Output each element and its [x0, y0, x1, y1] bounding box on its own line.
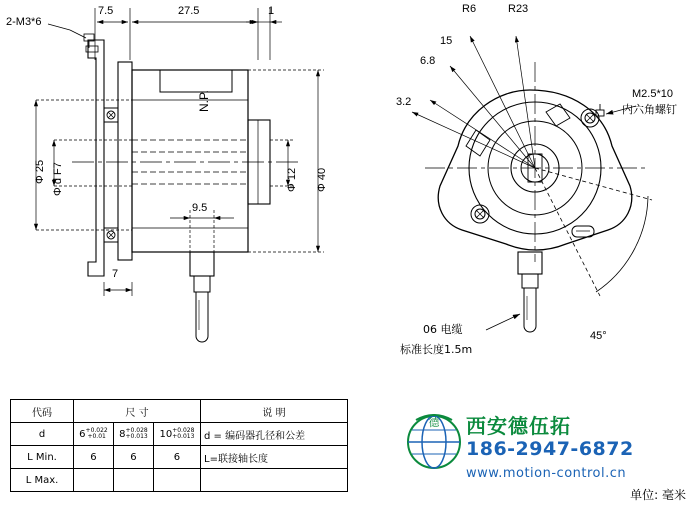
- dim-7-5: 7.5: [98, 5, 114, 17]
- dim-7: 7: [112, 268, 119, 280]
- dim-r6: R6: [462, 3, 477, 15]
- cell-d-size-2: [113, 423, 153, 446]
- dim-phi12: Φ 12: [286, 167, 298, 192]
- size-plus: +0.028: [172, 427, 195, 434]
- cell-d-note: d = 编码器孔径和公差: [201, 423, 348, 446]
- table-row: [11, 446, 348, 469]
- header-note: 说 明: [201, 400, 348, 423]
- size-minus: +0.013: [172, 433, 195, 440]
- dim-6-8: 6.8: [420, 55, 436, 67]
- company-phone: 186-2947-6872: [466, 438, 634, 460]
- size-base: 10: [159, 429, 173, 440]
- cell-lmax-1: [74, 469, 114, 492]
- nameplate-label: N.P.: [197, 90, 211, 112]
- cell-d-size-3: [153, 423, 200, 446]
- unit-note: 单位: 毫米: [630, 488, 686, 502]
- logo-char: 德: [428, 416, 440, 429]
- header-code: 代码: [11, 400, 74, 423]
- cell-d-size-1: [74, 423, 114, 446]
- dim-15: 15: [440, 35, 453, 47]
- cell-code-d: d: [11, 423, 74, 446]
- dim-9-5: 9.5: [192, 202, 208, 214]
- table-header-row: [11, 400, 348, 423]
- dim-45-deg: 45°: [590, 330, 607, 342]
- dim-3-2: 3.2: [396, 96, 412, 108]
- dim-phid-f7: Φ d F7: [52, 162, 64, 196]
- table-row: [11, 469, 348, 492]
- table-row: [11, 423, 348, 446]
- dim-phi40: Φ 40: [316, 167, 328, 192]
- label-cable-length: 标准长度1.5m: [400, 343, 473, 356]
- cell-lmax-2: [113, 469, 153, 492]
- dim-2-m3-6: 2-M3*6: [6, 16, 42, 28]
- dim-1: 1: [268, 5, 275, 17]
- size-plus: +0.022: [85, 427, 108, 434]
- branding-block: [406, 408, 692, 494]
- company-logo-icon: [406, 414, 462, 470]
- cell-lmax-3: [153, 469, 200, 492]
- cell-lmin-1: 6: [74, 446, 114, 469]
- company-website: www.motion-control.cn: [466, 466, 627, 481]
- dim-27-5: 27.5: [178, 5, 200, 17]
- cell-lmin-3: 6: [153, 446, 200, 469]
- cell-lmin-2: 6: [113, 446, 153, 469]
- size-minus: +0.01: [87, 433, 106, 440]
- header-size: 尺 寸: [74, 400, 201, 423]
- company-name: 西安德伍拓: [466, 414, 571, 438]
- label-m25-10: M2.5*10: [632, 88, 673, 100]
- dim-r23: R23: [508, 3, 529, 15]
- label-hex-socket-screw: 内六角螺钉: [622, 103, 677, 116]
- size-plus: +0.028: [125, 427, 148, 434]
- code-table: [10, 399, 348, 492]
- cell-lmin-note: L=联接轴长度: [201, 446, 348, 469]
- label-cable: 06 电缆: [423, 323, 463, 336]
- size-base: 8: [119, 429, 126, 440]
- size-minus: +0.013: [125, 433, 148, 440]
- size-base: 6: [79, 429, 86, 440]
- dim-phi25: Φ 25: [34, 159, 46, 184]
- cell-lmax-code: L Max.: [11, 469, 74, 492]
- cell-lmax-note: [201, 469, 348, 492]
- cell-lmin-code: L Min.: [11, 446, 74, 469]
